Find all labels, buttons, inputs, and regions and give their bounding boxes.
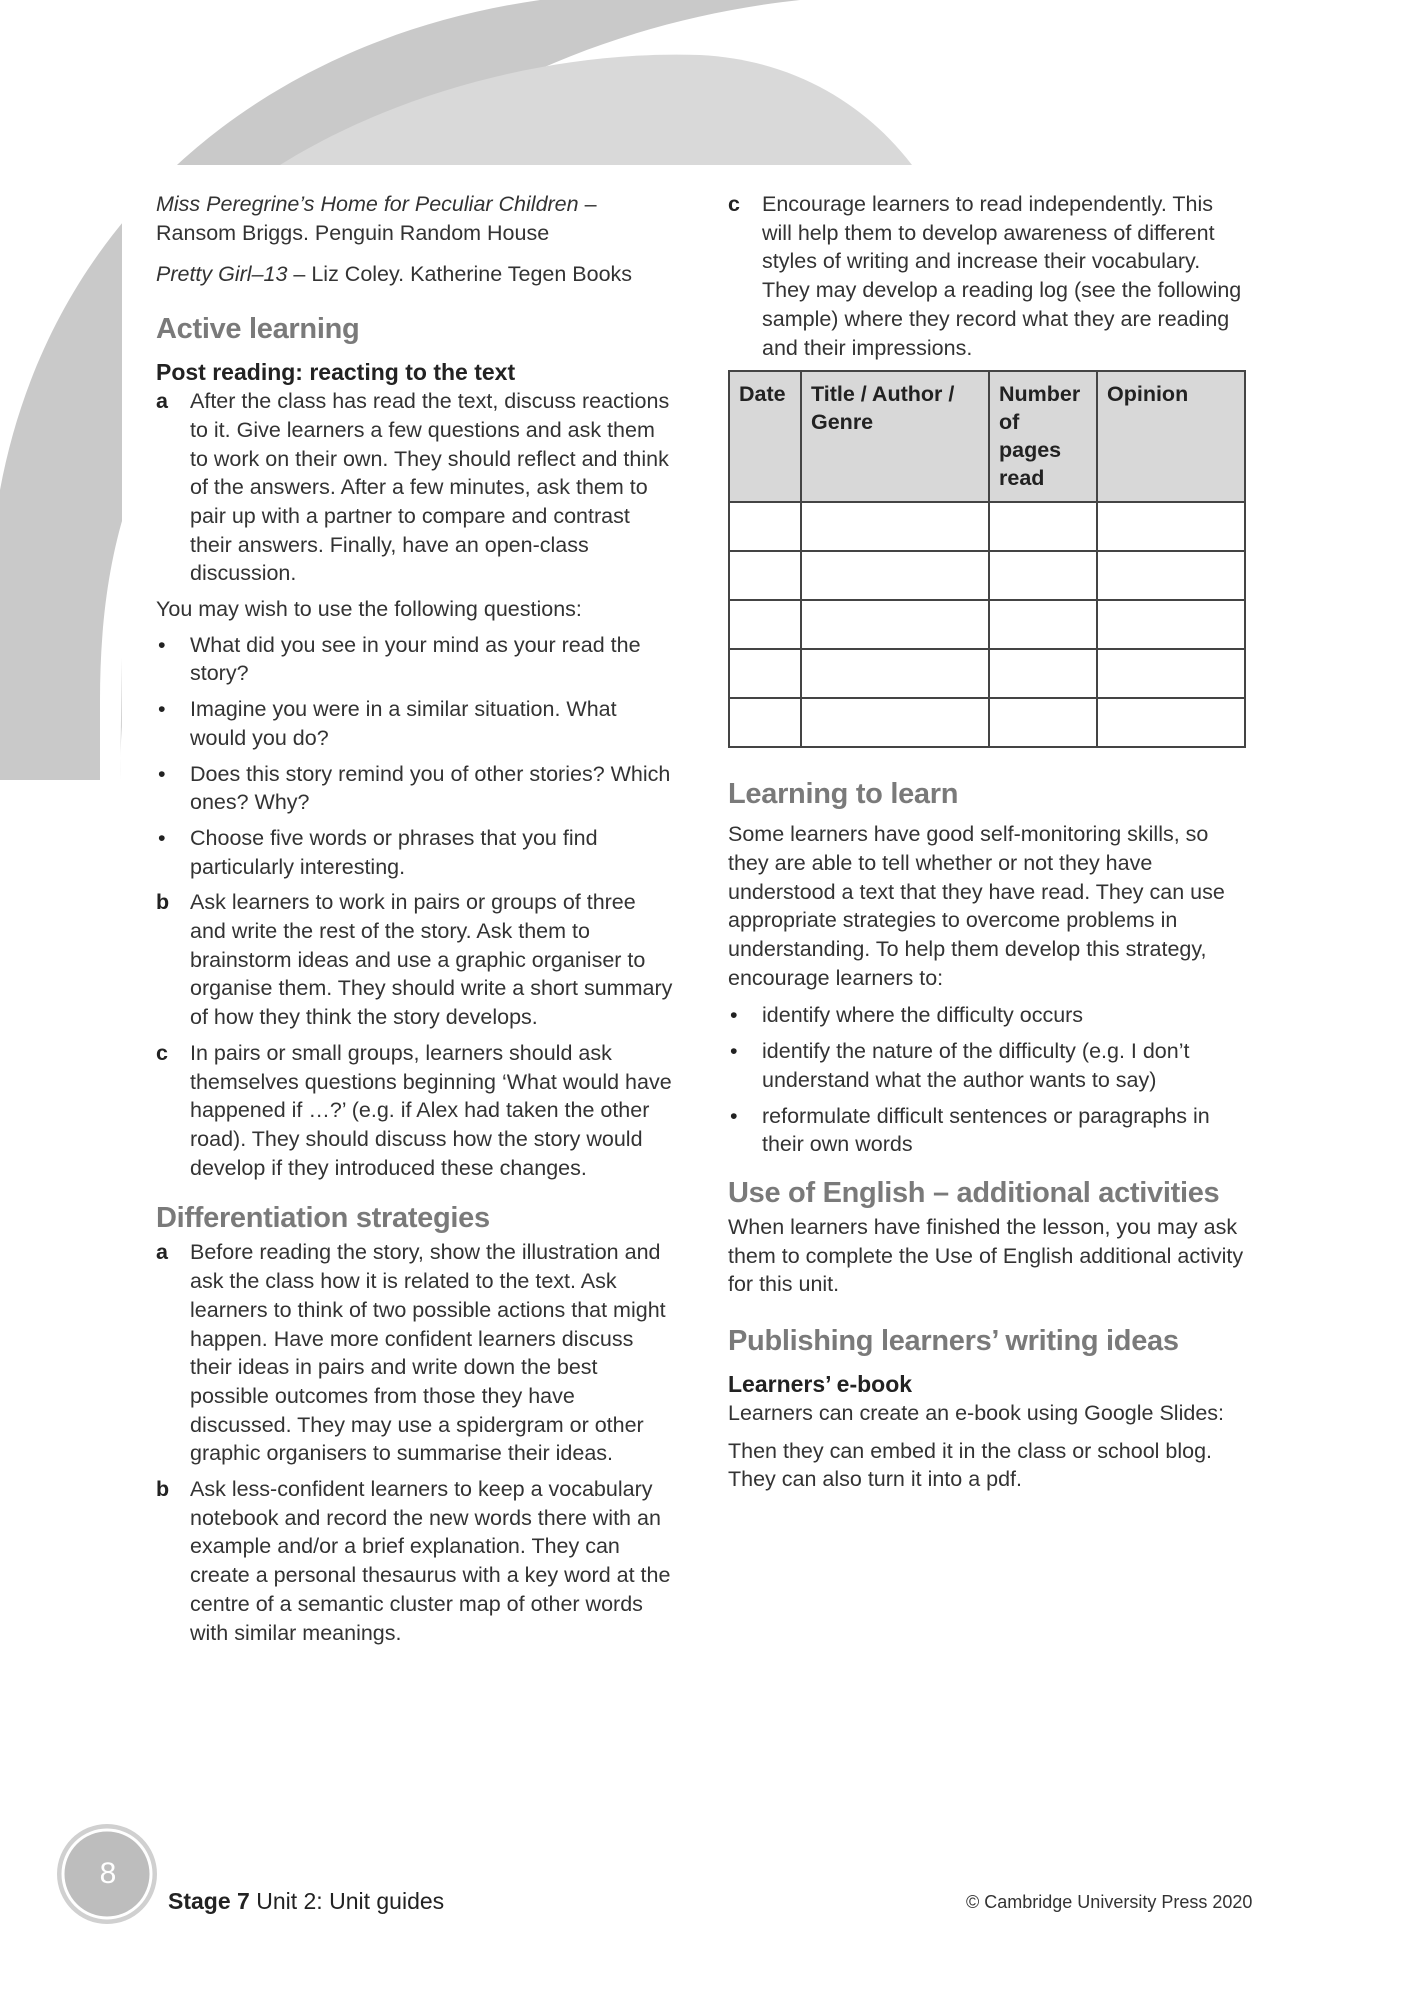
page-number: 8	[99, 1857, 117, 1890]
list-item: • identify where the difficulty occurs	[730, 1003, 1084, 1028]
list-item: • Does this story remind you of other stories? Which ones? Why?	[158, 761, 671, 815]
active-learning-heading: Active learning	[156, 313, 360, 346]
list-item: • What did you see in your mind as your read the story?	[158, 632, 641, 686]
table-row	[729, 502, 1245, 551]
reading-log-table	[728, 370, 1246, 748]
table-row	[729, 649, 1245, 698]
footer-copyright: © Cambridge University Press 2020	[966, 1892, 1253, 1912]
ebook-subheading: Learners’ e-book	[728, 1371, 913, 1398]
table-row	[729, 698, 1245, 747]
list-item: • identify the nature of the difficulty (e.g. I don’t understand what the author wants to say)	[730, 1039, 1190, 1092]
right-column	[728, 190, 1248, 1494]
publishing-text-2: Then they can embed it in the class or school blog. They can also turn it into a pdf.	[728, 1438, 1213, 1492]
publishing-heading: Publishing learners’ writing ideas	[728, 1325, 1179, 1358]
col-date: Date	[729, 371, 801, 502]
learning-to-learn-list	[728, 1001, 1248, 1159]
list-item: b Ask learners to work in pairs or groups of three and write the rest of the story. Ask them to brainstorm ideas and use a graphic organiser to organise them. They should write a short summary of how they think the story develops.	[156, 890, 673, 1030]
independent-reading-item	[728, 190, 1248, 362]
active-learning-list-bc	[156, 888, 676, 1182]
footer-unit-title: Stage 7 Unit 2: Unit guides	[168, 1888, 445, 1914]
list-item: b Ask less-confident learners to keep a vocabulary notebook and record the new words there with an example and/or a brief explanation. They can create a personal thesaurus with a key word at the centre of a semantic cluster map of other words with similar meanings.	[156, 1477, 671, 1645]
learning-to-learn-text: Some learners have good self-monitoring skills, so they are able to tell whether or not they have understood a text that they have read. They can use appropriate strategies to overcome problems in understanding. To help them develop this strategy, encourage learners to:	[728, 822, 1225, 990]
differentiation-list	[156, 1238, 676, 1647]
reference-2: Pretty Girl–13 – Liz Coley. Katherine Tegen Books	[156, 262, 633, 287]
list-item: • Imagine you were in a similar situation. What would you do?	[158, 697, 617, 750]
post-reading-subheading: Post reading: reacting to the text	[156, 359, 516, 386]
differentiation-heading: Differentiation strategies	[156, 1202, 490, 1235]
table-header-row	[729, 371, 1245, 502]
list-item: a Before reading the story, show the illustration and ask the class how it is related to the text. Ask learners to think of two possible actions that might happen. Have more confident learners discuss their ideas in pairs and write down the best possible outcomes from those they have discussed. They may use a spidergram or other graphic organisers to summarise their ideas.	[156, 1240, 666, 1466]
learning-to-learn-heading: Learning to learn	[728, 778, 959, 811]
use-of-english-text: When learners have finished the lesson, you may ask them to complete the Use of English additional activity for this unit.	[728, 1214, 1244, 1297]
reference-1: Miss Peregrine’s Home for Peculiar Children – Ransom Briggs. Penguin Random House	[156, 192, 597, 245]
list-item: c Encourage learners to read independently. This will help them to develop awareness of different styles of writing and increase their vocabulary. They may develop a reading log (see the following sample) where they record what they are reading and their impressions.	[728, 192, 1242, 360]
col-number-of-pages: Number of pages read	[989, 371, 1097, 502]
publishing-text-1: Learners can create an e-book using Google Slides:	[728, 1401, 1225, 1426]
list-item: • Choose five words or phrases that you find particularly interesting.	[158, 825, 598, 879]
col-opinion: Opinion	[1097, 371, 1245, 502]
questions-intro: You may wish to use the following questions:	[156, 597, 582, 622]
questions-list	[156, 631, 676, 882]
col-title-author-genre: Title / Author / Genre	[801, 371, 989, 502]
use-of-english-heading: Use of English – additional activities	[728, 1176, 1220, 1209]
active-learning-list-a	[156, 387, 676, 588]
table-row	[729, 600, 1245, 649]
list-item: • reformulate difficult sentences or paragraphs in their own words	[730, 1103, 1210, 1157]
list-item: c In pairs or small groups, learners should ask themselves questions beginning ‘What would have happened if …?’ (e.g. if Alex had taken the other road). They should discuss how the story would develop if they introduced these changes.	[156, 1040, 672, 1180]
left-column	[156, 190, 676, 1654]
list-item: a After the class has read the text, discuss reactions to it. Give learners a few questions and ask them to work on their own. They should reflect and think of the answers. After a few minutes, ask them to pair up with a partner to compare and contrast their answers. Finally, have an open-class discussion.	[156, 389, 670, 586]
table-row	[729, 551, 1245, 600]
